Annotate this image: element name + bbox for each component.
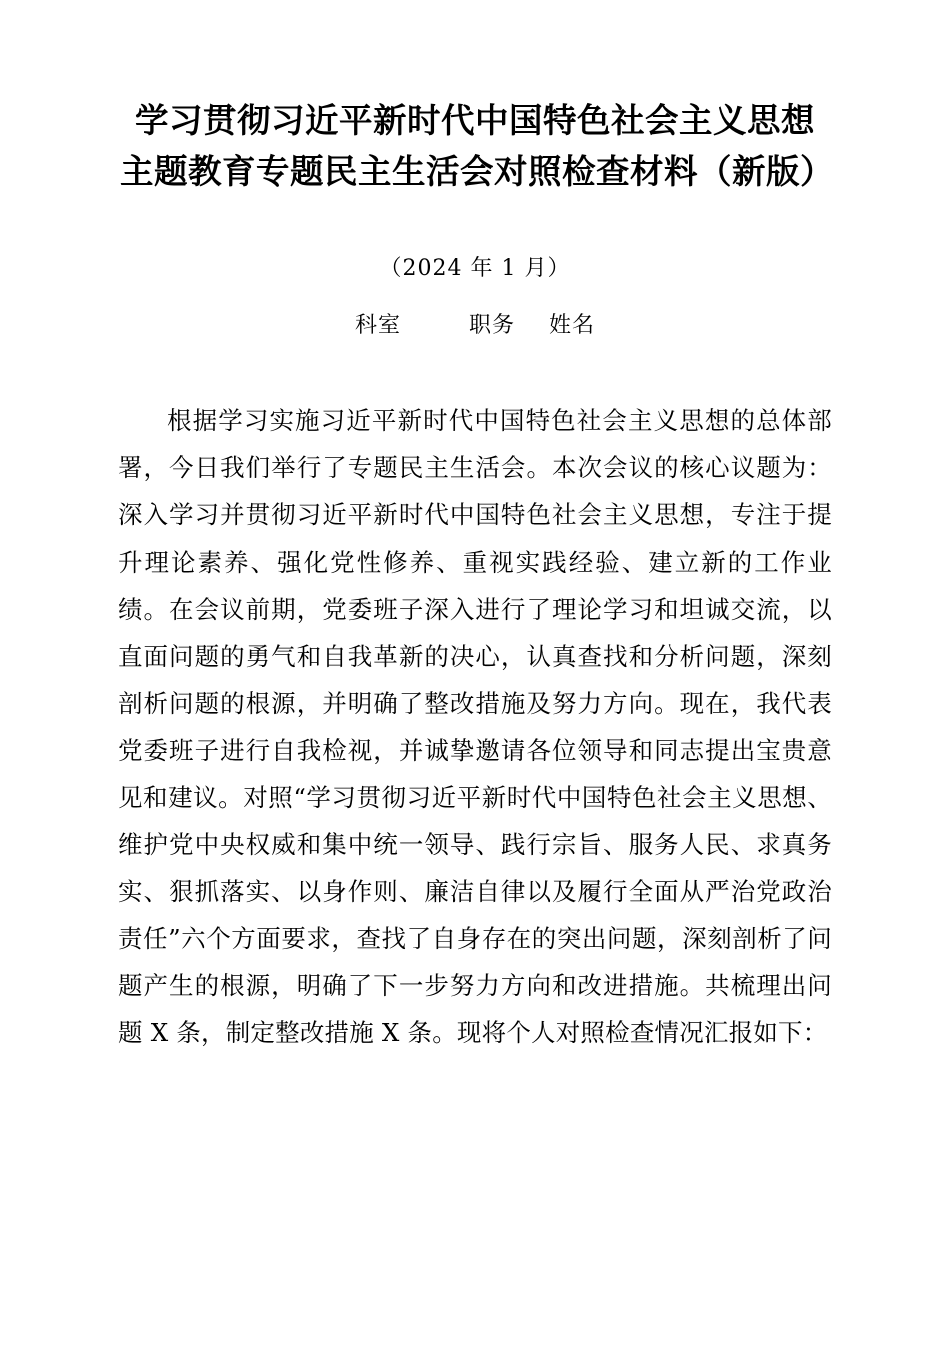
name-label: 姓名 — [549, 312, 596, 338]
position-label: 职务 — [468, 312, 515, 338]
page-title: 学习贯彻习近平新时代中国特色社会主义思想主题教育专题民主生活会对照检查材料（新版） — [120, 101, 834, 191]
document-body — [118, 397, 832, 1055]
department-label: 科室 — [354, 312, 401, 338]
body-paragraph: 根据学习实施习近平新时代中国特色社会主义思想的总体部署，今日我们举行了专题民主生活会。本次会议的核心议题为：深入学习并贯彻习近平新时代中国特色社会主义思想，专注于提升理论素养、强化党性修养、重视实践经验、建立新的工作业绩。在会议前期，党委班子深入进行了理论学习和坦诚交流，以直面问题的勇气和自我革新的决心，认真查找和分析问题，深刻剖析问题的根源，并明确了整改措施及努力方向。现在，我代表党委班子进行自我检视，并诚挚邀请各位领导和同志提出宝贵意见和建议。对照“学习贯彻习近平新时代中国特色社会主义思想、维护党中央权威和集中统一领导、践行宗旨、服务人民、求真务实、狠抓落实、以身作则、廉洁自律以及履行全面从严治党政治责任”六个方面要求，查找了自身存在的突出问题，深刻剖析了问题产生的根源，明确了下一步努力方向和改进措施。共梳理出问题 X 条，制定整改措施 X 条。现将个人对照检查情况汇报如下： — [118, 406, 832, 1047]
document-date: （2024 年 1 月） — [379, 255, 571, 281]
document-meta — [118, 311, 832, 342]
